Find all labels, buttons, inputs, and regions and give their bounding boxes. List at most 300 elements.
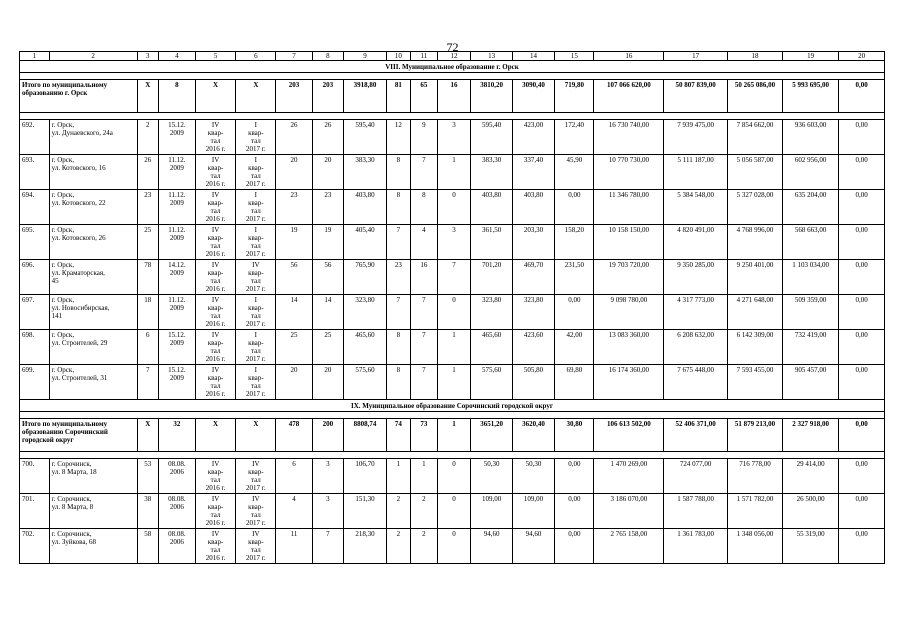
row-number: 695. bbox=[20, 225, 50, 260]
table-row bbox=[20, 459, 885, 494]
row-cell: 465,60 bbox=[471, 330, 512, 365]
row-cell: 403,80 bbox=[471, 190, 512, 225]
row-cell: 509 359,00 bbox=[783, 295, 839, 330]
row-cell: 1 103 034,00 bbox=[783, 260, 839, 295]
column-number: 3 bbox=[137, 52, 158, 61]
row-cell: 3 bbox=[312, 459, 344, 494]
row-cell: 0,00 bbox=[555, 459, 594, 494]
row-cell: 732 419,00 bbox=[783, 330, 839, 365]
row-cell: IV квар- тал 2016 г. bbox=[195, 529, 235, 564]
row-cell: 0,00 bbox=[839, 494, 885, 529]
row-cell: 7 bbox=[411, 295, 438, 330]
row-cell: 203,30 bbox=[512, 225, 554, 260]
table-row bbox=[20, 529, 885, 564]
row-cell: 936 603,00 bbox=[783, 120, 839, 155]
row-cell: 701,20 bbox=[471, 260, 512, 295]
row-cell: 172,40 bbox=[555, 120, 594, 155]
total-cell: 50 265 086,00 bbox=[727, 80, 782, 113]
column-number: 4 bbox=[158, 52, 195, 61]
row-cell: 11 346 780,00 bbox=[594, 190, 664, 225]
row-cell: 5 056 587,00 bbox=[727, 155, 782, 190]
row-cell: 19 bbox=[312, 225, 344, 260]
row-cell: 405,40 bbox=[344, 225, 386, 260]
row-cell: 4 317 773,00 bbox=[664, 295, 728, 330]
row-cell: 23 bbox=[276, 190, 312, 225]
row-cell: 1 bbox=[437, 330, 471, 365]
column-number: 7 bbox=[276, 52, 312, 61]
row-cell: 602 956,00 bbox=[783, 155, 839, 190]
row-cell: 7 bbox=[437, 260, 471, 295]
row-cell: 1 bbox=[386, 459, 410, 494]
column-number: 15 bbox=[555, 52, 594, 61]
total-cell: X bbox=[195, 80, 235, 113]
row-cell: 26 bbox=[312, 120, 344, 155]
row-cell: 361,50 bbox=[471, 225, 512, 260]
table-row bbox=[20, 330, 885, 365]
row-cell: 323,80 bbox=[512, 295, 554, 330]
row-cell: 56 bbox=[276, 260, 312, 295]
row-cell: 0 bbox=[437, 529, 471, 564]
row-cell: 0,00 bbox=[839, 459, 885, 494]
row-cell: IV квар- тал 2017 г. bbox=[236, 459, 276, 494]
row-cell: 11.12. 2009 bbox=[158, 190, 195, 225]
row-cell: 1 587 788,00 bbox=[664, 494, 728, 529]
row-cell: 08.08. 2006 bbox=[158, 529, 195, 564]
row-address: г. Орск, ул. Котовского, 22 bbox=[49, 190, 137, 225]
row-cell: 69,80 bbox=[555, 365, 594, 400]
total-cell: X bbox=[236, 80, 276, 113]
total-cell: 719,80 bbox=[555, 80, 594, 113]
row-cell: 6 142 309,00 bbox=[727, 330, 782, 365]
column-number: 9 bbox=[344, 52, 386, 61]
row-cell: 94,60 bbox=[512, 529, 554, 564]
section-title-row bbox=[20, 400, 885, 412]
row-cell: 2 bbox=[411, 529, 438, 564]
row-cell: 423,00 bbox=[512, 120, 554, 155]
row-cell: 595,40 bbox=[471, 120, 512, 155]
spacer-cell bbox=[20, 412, 885, 419]
column-number: 12 bbox=[437, 52, 471, 61]
row-cell: 595,40 bbox=[344, 120, 386, 155]
row-cell: 4 bbox=[411, 225, 438, 260]
column-number: 11 bbox=[411, 52, 438, 61]
row-cell: 383,30 bbox=[471, 155, 512, 190]
total-cell: 50 807 839,00 bbox=[664, 80, 728, 113]
column-number: 6 bbox=[236, 52, 276, 61]
row-number: 698. bbox=[20, 330, 50, 365]
column-number: 2 bbox=[49, 52, 137, 61]
row-cell: 231,50 bbox=[555, 260, 594, 295]
row-cell: IV квар- тал 2017 г. bbox=[236, 260, 276, 295]
total-cell: 51 879 213,00 bbox=[727, 419, 782, 452]
row-cell: 0,00 bbox=[839, 155, 885, 190]
row-cell: 7 939 475,00 bbox=[664, 120, 728, 155]
row-cell: 106,70 bbox=[344, 459, 386, 494]
row-cell: 0,00 bbox=[555, 529, 594, 564]
total-cell: 81 bbox=[386, 80, 410, 113]
column-number: 10 bbox=[386, 52, 410, 61]
row-cell: 26 500,00 bbox=[783, 494, 839, 529]
total-cell: 3918,80 bbox=[344, 80, 386, 113]
row-cell: 3 bbox=[437, 120, 471, 155]
row-cell: 7 675 448,00 bbox=[664, 365, 728, 400]
section-title: VIII. Муниципальное образование г. Орск bbox=[20, 61, 885, 73]
row-cell: 25 bbox=[276, 330, 312, 365]
row-address: г. Орск, ул. Строителей, 29 bbox=[49, 330, 137, 365]
row-cell: IV квар- тал 2016 г. bbox=[195, 260, 235, 295]
row-cell: 14 bbox=[276, 295, 312, 330]
row-cell: 0,00 bbox=[555, 190, 594, 225]
total-cell: 478 bbox=[276, 419, 312, 452]
row-cell: 14 bbox=[312, 295, 344, 330]
total-cell: 0,00 bbox=[839, 80, 885, 113]
row-cell: 94,60 bbox=[471, 529, 512, 564]
row-cell: 323,80 bbox=[344, 295, 386, 330]
row-cell: 08.08. 2006 bbox=[158, 494, 195, 529]
row-cell: 8 bbox=[386, 155, 410, 190]
row-cell: 8 bbox=[386, 330, 410, 365]
row-cell: 19 703 720,00 bbox=[594, 260, 664, 295]
row-cell: 1 bbox=[437, 365, 471, 400]
row-cell: IV квар- тал 2016 г. bbox=[195, 295, 235, 330]
row-cell: 2 bbox=[137, 120, 158, 155]
row-cell: 13 083 360,00 bbox=[594, 330, 664, 365]
table-row bbox=[20, 260, 885, 295]
row-cell: 4 768 996,00 bbox=[727, 225, 782, 260]
row-cell: 11.12. 2009 bbox=[158, 155, 195, 190]
table-row bbox=[20, 295, 885, 330]
row-address: г. Орск, ул. Котовского, 16 bbox=[49, 155, 137, 190]
row-cell: 23 bbox=[137, 190, 158, 225]
row-cell: 53 bbox=[137, 459, 158, 494]
row-cell: 383,30 bbox=[344, 155, 386, 190]
row-cell: 6 bbox=[276, 459, 312, 494]
row-cell: IV квар- тал 2016 г. bbox=[195, 494, 235, 529]
total-cell: 32 bbox=[158, 419, 195, 452]
row-cell: IV квар- тал 2017 г. bbox=[236, 494, 276, 529]
total-cell: 5 993 695,00 bbox=[783, 80, 839, 113]
row-cell: 11.12. 2009 bbox=[158, 295, 195, 330]
spacer-row bbox=[20, 452, 885, 459]
total-cell: 106 613 502,00 bbox=[594, 419, 664, 452]
row-cell: 26 bbox=[276, 120, 312, 155]
row-cell: 20 bbox=[276, 365, 312, 400]
total-cell: 8 bbox=[158, 80, 195, 113]
row-cell: 323,80 bbox=[471, 295, 512, 330]
row-number: 702. bbox=[20, 529, 50, 564]
row-cell: I квар- тал 2017 г. bbox=[236, 365, 276, 400]
row-cell: 575,60 bbox=[344, 365, 386, 400]
row-cell: 905 457,00 bbox=[783, 365, 839, 400]
row-cell: 10 158 150,00 bbox=[594, 225, 664, 260]
row-address: г. Сорочинск, ул. 8 Марта, 18 bbox=[49, 459, 137, 494]
total-cell: X bbox=[236, 419, 276, 452]
row-cell: 0,00 bbox=[839, 120, 885, 155]
total-cell: 52 406 371,00 bbox=[664, 419, 728, 452]
row-cell: 50,30 bbox=[471, 459, 512, 494]
row-cell: 0,00 bbox=[555, 494, 594, 529]
row-cell: 3 bbox=[312, 494, 344, 529]
total-cell: 203 bbox=[276, 80, 312, 113]
row-cell: IV квар- тал 2016 г. bbox=[195, 330, 235, 365]
row-cell: 109,00 bbox=[471, 494, 512, 529]
row-cell: 20 bbox=[312, 365, 344, 400]
row-cell: 20 bbox=[312, 155, 344, 190]
row-cell: 14.12. 2009 bbox=[158, 260, 195, 295]
row-cell: 7 bbox=[386, 225, 410, 260]
row-cell: 9 098 780,00 bbox=[594, 295, 664, 330]
row-cell: IV квар- тал 2016 г. bbox=[195, 459, 235, 494]
row-cell: 58 bbox=[137, 529, 158, 564]
row-cell: 1 571 782,00 bbox=[727, 494, 782, 529]
total-cell: X bbox=[195, 419, 235, 452]
total-label: Итого по муниципальному образованию г. Орск bbox=[20, 80, 138, 113]
column-number: 14 bbox=[512, 52, 554, 61]
row-cell: I квар- тал 2017 г. bbox=[236, 330, 276, 365]
row-cell: 16 174 360,00 bbox=[594, 365, 664, 400]
row-number: 692. bbox=[20, 120, 50, 155]
total-cell: 2 327 918,00 bbox=[783, 419, 839, 452]
row-number: 693. bbox=[20, 155, 50, 190]
row-cell: 8 bbox=[386, 190, 410, 225]
row-cell: 403,80 bbox=[344, 190, 386, 225]
row-cell: 3 186 070,00 bbox=[594, 494, 664, 529]
row-cell: IV квар- тал 2017 г. bbox=[236, 529, 276, 564]
row-cell: 218,30 bbox=[344, 529, 386, 564]
row-cell: 2 bbox=[411, 494, 438, 529]
row-cell: 18 bbox=[137, 295, 158, 330]
row-cell: 5 327 028,00 bbox=[727, 190, 782, 225]
row-cell: 11.12. 2009 bbox=[158, 225, 195, 260]
housing-table bbox=[19, 51, 885, 564]
row-address: г. Орск, ул. Котовского, 26 bbox=[49, 225, 137, 260]
row-cell: 0,00 bbox=[839, 330, 885, 365]
spacer-cell bbox=[20, 452, 885, 459]
row-cell: 0,00 bbox=[839, 295, 885, 330]
row-cell: 765,90 bbox=[344, 260, 386, 295]
table-row bbox=[20, 365, 885, 400]
row-cell: 25 bbox=[137, 225, 158, 260]
row-cell: 7 bbox=[312, 529, 344, 564]
total-cell: 203 bbox=[312, 80, 344, 113]
row-address: г. Сорочинск, ул. Зуйкова, 68 bbox=[49, 529, 137, 564]
total-cell: X bbox=[137, 80, 158, 113]
row-cell: 78 bbox=[137, 260, 158, 295]
spacer-row bbox=[20, 113, 885, 120]
row-cell: 0,00 bbox=[555, 295, 594, 330]
row-cell: 0,00 bbox=[839, 225, 885, 260]
row-cell: 403,80 bbox=[512, 190, 554, 225]
row-cell: 56 bbox=[312, 260, 344, 295]
total-cell: X bbox=[137, 419, 158, 452]
row-cell: 1 348 056,00 bbox=[727, 529, 782, 564]
column-number: 13 bbox=[471, 52, 512, 61]
row-cell: 23 bbox=[312, 190, 344, 225]
row-cell: 0,00 bbox=[839, 365, 885, 400]
row-cell: 4 271 648,00 bbox=[727, 295, 782, 330]
row-cell: 42,00 bbox=[555, 330, 594, 365]
row-cell: 5 384 548,00 bbox=[664, 190, 728, 225]
row-cell: 3 bbox=[437, 225, 471, 260]
total-label: Итого по муниципальному образованию Сорочинский городской округ bbox=[20, 419, 138, 452]
row-number: 697. bbox=[20, 295, 50, 330]
total-cell: 107 066 620,00 bbox=[594, 80, 664, 113]
row-cell: 8 bbox=[386, 365, 410, 400]
row-cell: 15.12. 2009 bbox=[158, 330, 195, 365]
table-row bbox=[20, 120, 885, 155]
row-cell: 11 bbox=[276, 529, 312, 564]
row-cell: 469,70 bbox=[512, 260, 554, 295]
row-number: 696. bbox=[20, 260, 50, 295]
row-cell: IV квар- тал 2016 г. bbox=[195, 190, 235, 225]
row-cell: 109,00 bbox=[512, 494, 554, 529]
table-row bbox=[20, 225, 885, 260]
column-number-row bbox=[20, 52, 885, 61]
row-cell: 716 778,00 bbox=[727, 459, 782, 494]
total-cell: 1 bbox=[437, 419, 471, 452]
row-cell: 6 bbox=[137, 330, 158, 365]
row-cell: 575,60 bbox=[471, 365, 512, 400]
row-cell: 0 bbox=[437, 295, 471, 330]
row-cell: 8 bbox=[411, 190, 438, 225]
row-cell: 0 bbox=[437, 494, 471, 529]
row-cell: I квар- тал 2017 г. bbox=[236, 155, 276, 190]
row-cell: IV квар- тал 2016 г. bbox=[195, 365, 235, 400]
row-cell: 568 663,00 bbox=[783, 225, 839, 260]
row-cell: 1 bbox=[411, 459, 438, 494]
total-cell: 65 bbox=[411, 80, 438, 113]
spacer-row bbox=[20, 412, 885, 419]
row-address: г. Орск, ул. Строителей, 31 bbox=[49, 365, 137, 400]
total-cell: 3810,20 bbox=[471, 80, 512, 113]
row-number: 700. bbox=[20, 459, 50, 494]
section-title-row bbox=[20, 61, 885, 73]
table-row bbox=[20, 494, 885, 529]
row-cell: 4 bbox=[276, 494, 312, 529]
row-cell: 724 077,00 bbox=[664, 459, 728, 494]
row-cell: 08.08. 2006 bbox=[158, 459, 195, 494]
row-cell: 151,30 bbox=[344, 494, 386, 529]
row-cell: I квар- тал 2017 г. bbox=[236, 190, 276, 225]
row-cell: 7 bbox=[411, 330, 438, 365]
total-cell: 0,00 bbox=[839, 419, 885, 452]
row-cell: 0,00 bbox=[839, 260, 885, 295]
row-cell: 7 593 455,00 bbox=[727, 365, 782, 400]
row-cell: 0,00 bbox=[839, 529, 885, 564]
table-row bbox=[20, 190, 885, 225]
row-cell: 20 bbox=[276, 155, 312, 190]
row-number: 699. bbox=[20, 365, 50, 400]
row-cell: 5 111 187,00 bbox=[664, 155, 728, 190]
row-cell: 465,60 bbox=[344, 330, 386, 365]
spacer-row bbox=[20, 73, 885, 80]
column-number: 8 bbox=[312, 52, 344, 61]
column-number: 20 bbox=[839, 52, 885, 61]
row-address: г. Сорочинск, ул. 8 Марта, 8 bbox=[49, 494, 137, 529]
column-number: 18 bbox=[727, 52, 782, 61]
row-cell: 12 bbox=[386, 120, 410, 155]
column-number: 19 bbox=[783, 52, 839, 61]
row-cell: 2 765 158,00 bbox=[594, 529, 664, 564]
row-cell: 26 bbox=[137, 155, 158, 190]
row-cell: 19 bbox=[276, 225, 312, 260]
section-title: IX. Муниципальное образование Сорочинский городской округ bbox=[20, 400, 885, 412]
row-cell: 1 361 783,00 bbox=[664, 529, 728, 564]
row-cell: 25 bbox=[312, 330, 344, 365]
row-cell: 7 bbox=[411, 155, 438, 190]
total-cell: 74 bbox=[386, 419, 410, 452]
row-cell: 55 319,00 bbox=[783, 529, 839, 564]
row-cell: IV квар- тал 2016 г. bbox=[195, 155, 235, 190]
row-cell: IV квар- тал 2016 г. bbox=[195, 120, 235, 155]
column-number: 1 bbox=[20, 52, 50, 61]
row-cell: 635 204,00 bbox=[783, 190, 839, 225]
section-total-row bbox=[20, 419, 885, 452]
row-cell: 9 bbox=[411, 120, 438, 155]
page-number: 72 bbox=[446, 40, 459, 54]
row-cell: IV квар- тал 2016 г. bbox=[195, 225, 235, 260]
row-cell: 15.12. 2009 bbox=[158, 120, 195, 155]
row-address: г. Орск, ул. Краматорская, 45 bbox=[49, 260, 137, 295]
row-cell: I квар- тал 2017 г. bbox=[236, 120, 276, 155]
row-cell: 158,20 bbox=[555, 225, 594, 260]
row-cell: 0 bbox=[437, 459, 471, 494]
row-cell: 9 350 285,00 bbox=[664, 260, 728, 295]
row-cell: 0 bbox=[437, 190, 471, 225]
total-cell: 8808,74 bbox=[344, 419, 386, 452]
column-number: 5 bbox=[195, 52, 235, 61]
total-cell: 16 bbox=[437, 80, 471, 113]
row-cell: 7 854 662,00 bbox=[727, 120, 782, 155]
row-cell: 50,30 bbox=[512, 459, 554, 494]
section-total-row bbox=[20, 80, 885, 113]
row-cell: 7 bbox=[137, 365, 158, 400]
row-cell: 337,40 bbox=[512, 155, 554, 190]
row-number: 694. bbox=[20, 190, 50, 225]
row-cell: 29 414,00 bbox=[783, 459, 839, 494]
total-cell: 3651,20 bbox=[471, 419, 512, 452]
total-cell: 73 bbox=[411, 419, 438, 452]
row-cell: 423,60 bbox=[512, 330, 554, 365]
row-cell: 23 bbox=[386, 260, 410, 295]
spacer-cell bbox=[20, 113, 885, 120]
row-cell: 16 bbox=[411, 260, 438, 295]
row-cell: 16 730 740,00 bbox=[594, 120, 664, 155]
row-address: г. Орск, ул. Новосибирская, 141 bbox=[49, 295, 137, 330]
total-cell: 200 bbox=[312, 419, 344, 452]
table-row bbox=[20, 155, 885, 190]
row-cell: 7 bbox=[411, 365, 438, 400]
row-cell: 38 bbox=[137, 494, 158, 529]
row-number: 701. bbox=[20, 494, 50, 529]
row-cell: 9 250 401,00 bbox=[727, 260, 782, 295]
row-cell: 2 bbox=[386, 494, 410, 529]
row-address: г. Орск, ул. Дунаевского, 24а bbox=[49, 120, 137, 155]
row-cell: 505,80 bbox=[512, 365, 554, 400]
row-cell: 6 208 632,00 bbox=[664, 330, 728, 365]
row-cell: I квар- тал 2017 г. bbox=[236, 225, 276, 260]
row-cell: 4 820 491,00 bbox=[664, 225, 728, 260]
spacer-cell bbox=[20, 73, 885, 80]
row-cell: 45,90 bbox=[555, 155, 594, 190]
total-cell: 30,80 bbox=[555, 419, 594, 452]
row-cell: 15.12. 2009 bbox=[158, 365, 195, 400]
row-cell: 0,00 bbox=[839, 190, 885, 225]
total-cell: 3620,40 bbox=[512, 419, 554, 452]
row-cell: 7 bbox=[386, 295, 410, 330]
row-cell: 1 470 269,00 bbox=[594, 459, 664, 494]
column-number: 17 bbox=[664, 52, 728, 61]
